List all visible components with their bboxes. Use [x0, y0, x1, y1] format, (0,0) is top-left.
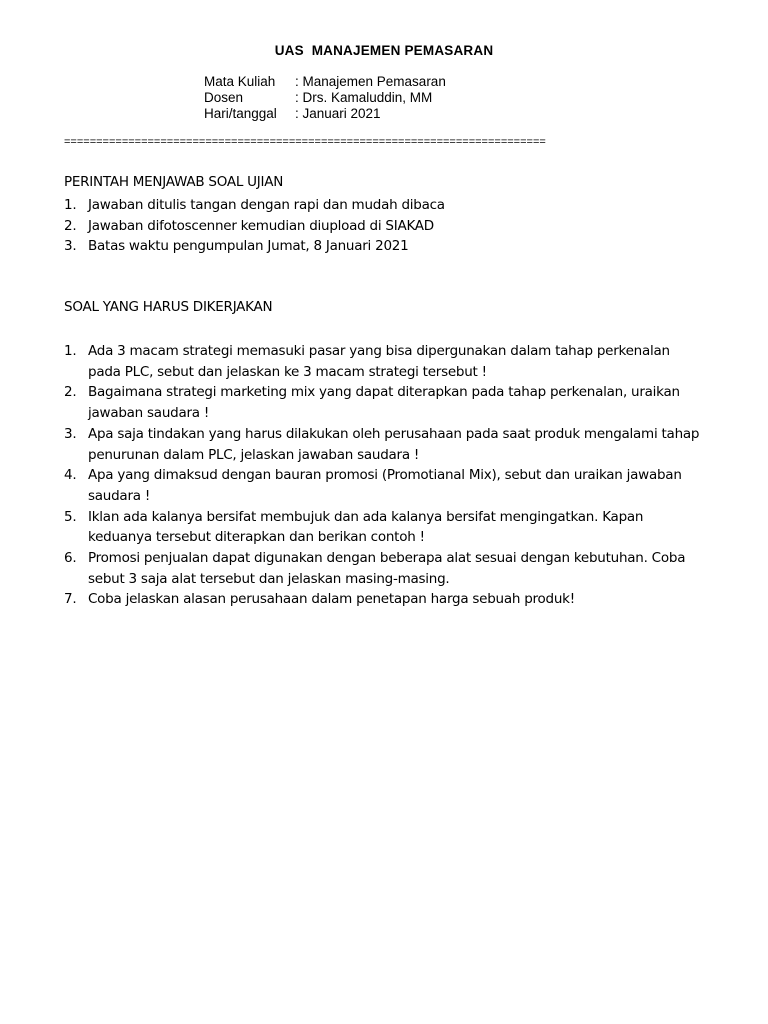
separator-line: =========================================================================== — [64, 136, 546, 148]
item-number: 5. — [64, 508, 77, 525]
list-item — [64, 424, 704, 465]
item-text: Promosi penjualan dapat digunakan dengan beberapa alat sesuai dengan kebutuhan. Coba sebut 3 saja alat tersebut dan jelaskan masing-masing. — [88, 550, 686, 587]
list-item — [64, 507, 704, 548]
list-item — [64, 236, 704, 257]
item-text: Apa yang dimaksud dengan bauran promosi (Promotianal Mix), sebut dan uraikan jawaban saudara ! — [88, 467, 682, 504]
item-text: Apa saja tindakan yang harus dilakukan oleh perusahaan pada saat produk mengalami tahap penurunan dalam PLC, jelaskan jawaban saudara ! — [88, 425, 700, 463]
item-number: 4. — [64, 467, 77, 484]
questions-list — [64, 341, 704, 610]
list-item — [64, 382, 704, 423]
item-text: Batas waktu pengumpulan Jumat, 8 Januari 2021 — [88, 238, 409, 255]
item-text: Coba jelaskan alasan perusahaan dalam penetapan harga sebuah produk! — [88, 591, 575, 608]
list-item — [64, 465, 704, 506]
list-item — [64, 195, 704, 216]
item-number: 1. — [64, 343, 77, 359]
item-number: 1. — [64, 197, 77, 213]
questions-heading: SOAL YANG HARUS DIKERJAKAN — [64, 299, 273, 315]
course-info-label: Mata Kuliah — [204, 74, 276, 89]
instructions-heading: PERINTAH MENJAWAB SOAL UJIAN — [64, 174, 284, 190]
course-info-row-lecturer — [204, 90, 446, 106]
item-number: 2. — [64, 384, 77, 401]
item-number: 2. — [64, 217, 77, 234]
list-item — [64, 589, 704, 610]
item-number: 3. — [64, 425, 77, 442]
course-info-row-date — [204, 106, 446, 122]
course-info-value: : Drs. Kamaluddin, MM — [295, 90, 433, 105]
course-info-label: Hari/tanggal — [204, 106, 277, 121]
course-info-value: : Manajemen Pemasaran — [295, 74, 446, 89]
item-text: Iklan ada kalanya bersifat membujuk dan ada kalanya bersifat mengingatkan. Kapan keduanya tersebut diterapkan dan berikan contoh ! — [88, 508, 644, 546]
list-item — [64, 341, 704, 382]
course-info-value: : Januari 2021 — [295, 106, 381, 121]
list-item — [64, 548, 704, 589]
document-title: UAS MANAJEMEN PEMASARAN — [274, 43, 494, 58]
item-number: 7. — [64, 591, 77, 608]
item-number: 3. — [64, 238, 77, 255]
item-text: Bagaimana strategi marketing mix yang dapat diterapkan pada tahap perkenalan, uraikan jawaban saudara ! — [88, 384, 680, 422]
item-text: Ada 3 macam strategi memasuki pasar yang bisa dipergunakan dalam tahap perkenalan pada PLC, sebut dan jelaskan ke 3 macam strategi tersebut ! — [88, 343, 670, 380]
course-info-label: Dosen — [204, 90, 244, 105]
item-number: 6. — [64, 550, 77, 567]
course-info — [204, 74, 446, 122]
course-info-row-subject — [204, 74, 446, 90]
item-text: Jawaban difotoscenner kemudian diupload di SIAKAD — [88, 217, 434, 234]
instructions-list — [64, 195, 704, 257]
list-item — [64, 216, 704, 237]
item-text: Jawaban ditulis tangan dengan rapi dan mudah dibaca — [88, 197, 445, 213]
